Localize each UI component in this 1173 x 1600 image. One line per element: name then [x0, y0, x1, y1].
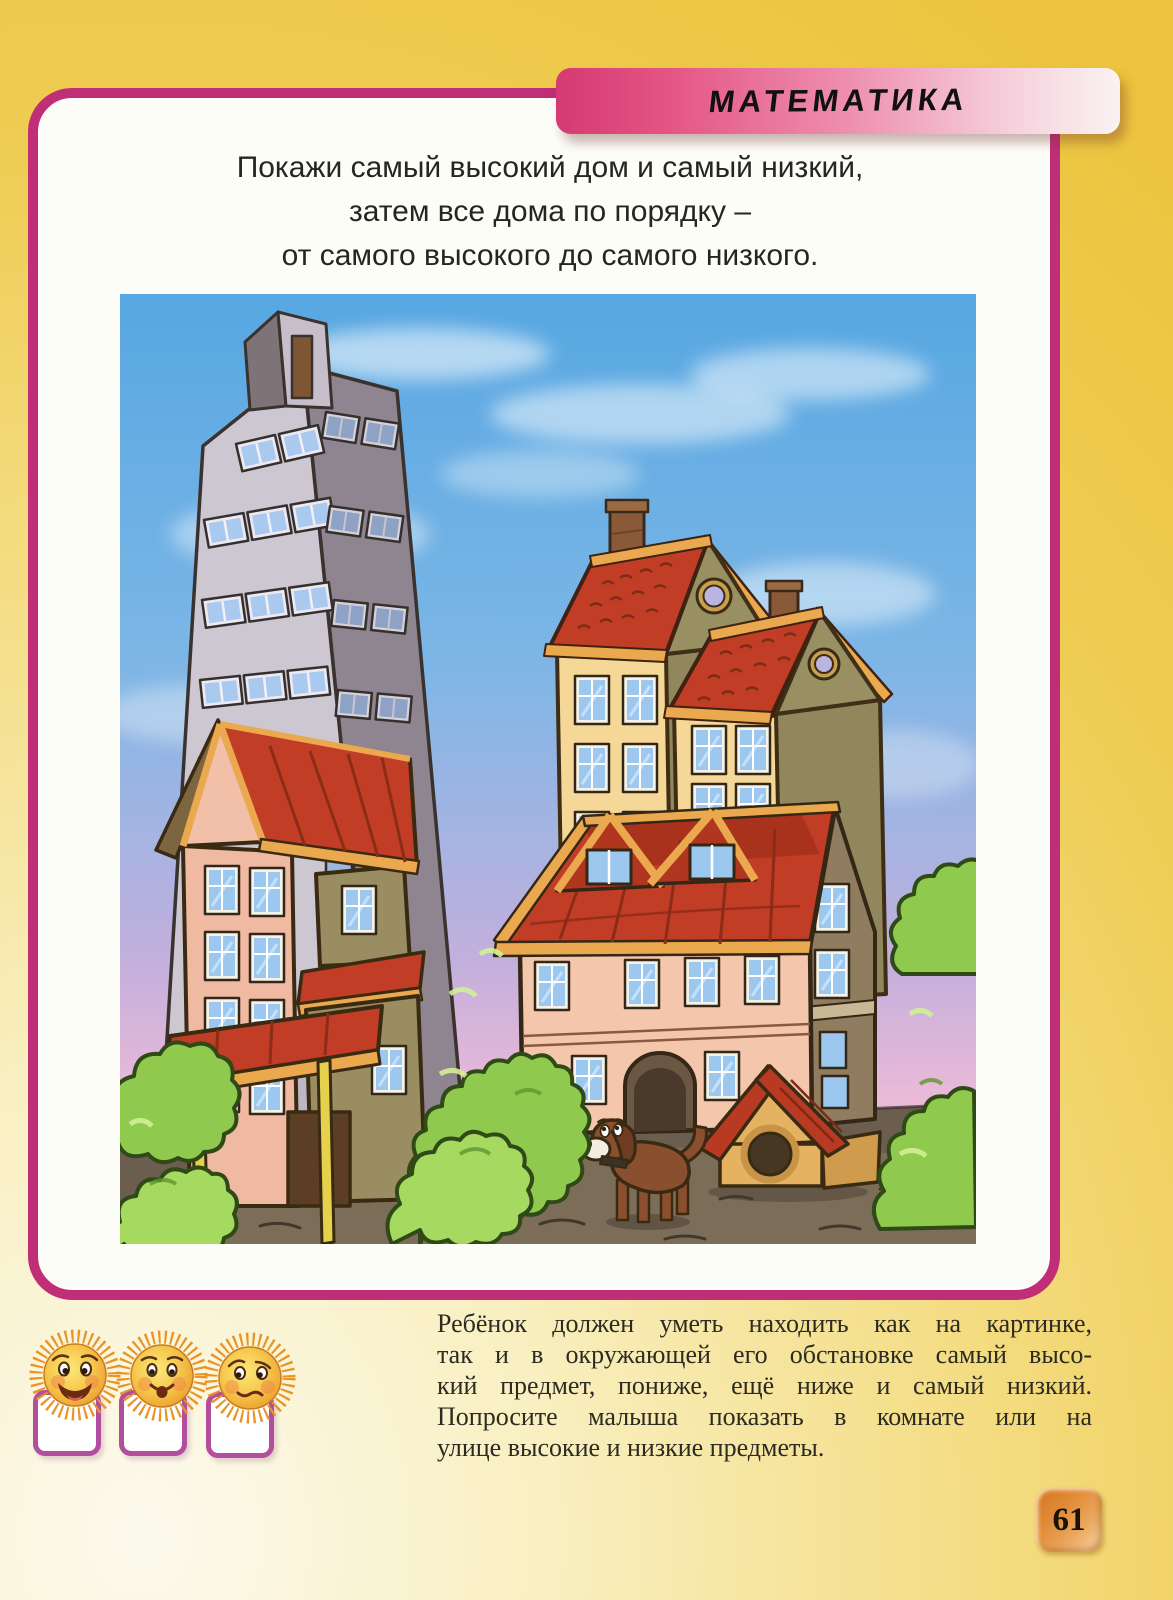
task-line: Покажи самый высокий дом и самый низкий,: [236, 151, 864, 184]
parent-note: [437, 1308, 1092, 1463]
note-line: так и в окружающей его обстановке самый высо-: [437, 1340, 1092, 1369]
sun-happy-icon: [27, 1327, 123, 1423]
page-number-badge: [1036, 1488, 1102, 1552]
note-line: улице высокие и низкие предметы.: [437, 1433, 825, 1462]
pink-house-with-porch: [156, 720, 426, 1244]
bush: [120, 1042, 240, 1162]
note-line: Ребёнок должен уметь находить как на картинке,: [437, 1309, 1092, 1338]
math-tab: [556, 68, 1120, 134]
task-line: от самого высокого до самого низкого.: [281, 239, 819, 272]
note-line: Попросите малыша показать в комнате или на: [437, 1402, 1092, 1431]
illustration: [120, 294, 976, 1244]
illustration-svg: [120, 294, 976, 1244]
math-tab-label: МАТЕМАТИКА: [706, 81, 970, 120]
kennel-hole: [749, 1133, 791, 1175]
task-line: затем все дома по порядку –: [348, 195, 752, 228]
note-line: кий предмет, пониже, ещё ниже и самый низкий.: [437, 1371, 1092, 1400]
porch-post: [318, 1060, 334, 1244]
task-text: [90, 146, 1010, 278]
sun-content-icon: [114, 1328, 210, 1424]
sun-unsure-icon: [202, 1330, 298, 1426]
page-number: 61: [1052, 1501, 1086, 1538]
